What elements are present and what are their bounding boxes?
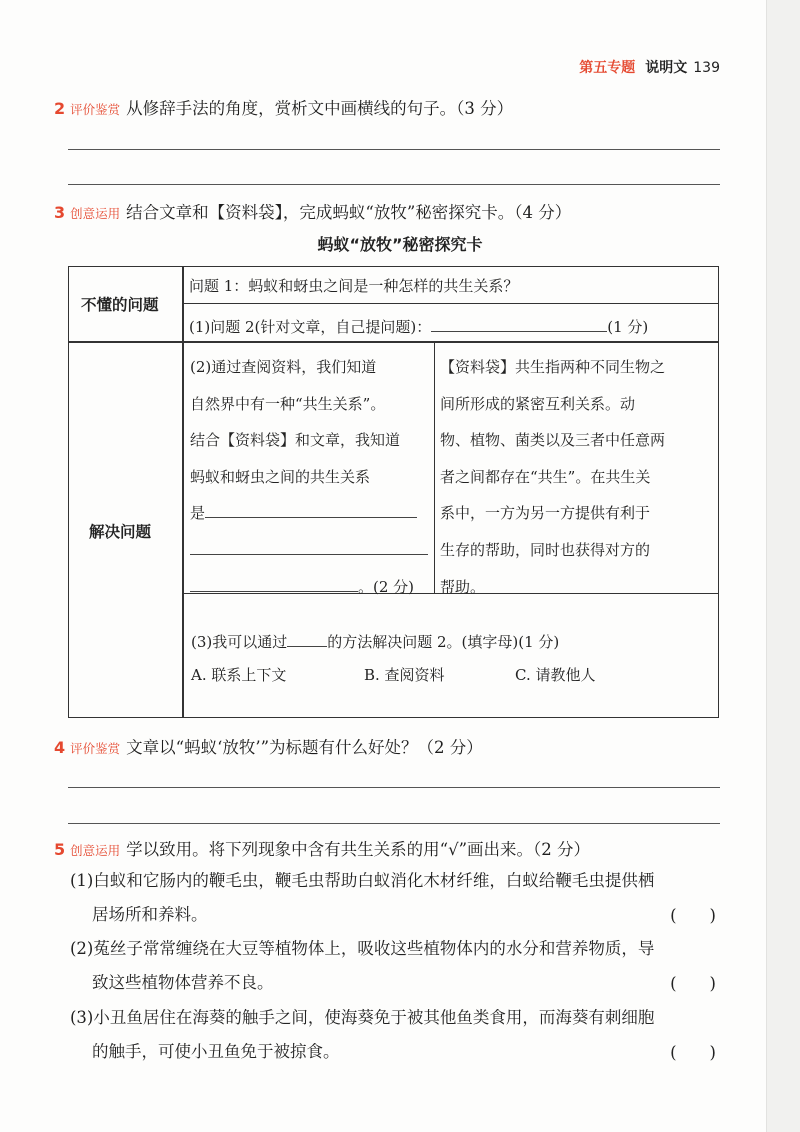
page-edge: [766, 0, 800, 1132]
phenomenon-item: [70, 932, 654, 1000]
answer-line[interactable]: [68, 184, 720, 185]
item-line: (1)白蚁和它肠内的鞭毛虫，鞭毛虫帮助白蚁消化木材纤维，白蚁给鞭毛虫提供栖: [70, 871, 655, 890]
check-parentheses[interactable]: ( ): [670, 906, 716, 925]
question-number: 3: [54, 203, 66, 222]
page-number: 139: [693, 60, 720, 76]
question-2-prefix: (1)问题 2(针对文章，自己提问题)：: [189, 318, 432, 336]
question-number: 4: [54, 738, 66, 757]
question-text: 学以致用。将下列现象中含有共生关系的用“√”画出来。（2 分）: [126, 840, 591, 859]
check-parentheses[interactable]: ( ): [670, 1043, 716, 1062]
question-5: [54, 836, 590, 860]
info-line: 物、植物、菌类以及三者中任意两: [440, 431, 666, 450]
divider: [182, 267, 184, 717]
solve-line-with-blank: [190, 495, 428, 532]
solve-line: 结合【资料袋】和文章，我知道: [190, 431, 401, 450]
relationship-blank[interactable]: [205, 500, 417, 518]
info-line: 者之间都存在“共生”。在共生关: [440, 467, 651, 486]
phenomenon-item: [70, 1001, 654, 1069]
item-line: (2)菟丝子常常缠绕在大豆等植物体上，吸收这些植物体内的水分和营养物质，导: [70, 939, 655, 958]
method-suffix: 的方法解决问题 2。(填字母)(1 分): [327, 633, 560, 651]
info-line: 生存的帮助，同时也获得对方的: [440, 540, 651, 559]
info-bag: [440, 349, 665, 605]
option-c[interactable]: C. 请教他人: [515, 666, 596, 684]
question-2-points: (1 分): [607, 318, 649, 336]
relationship-blank[interactable]: [190, 537, 428, 555]
solve-line: 蚂蚁和蚜虫之间的共生关系: [190, 467, 371, 486]
item-line: (3)小丑鱼居住在海葵的触手之间，使海葵免于被其他鱼类食用，而海葵有刺细胞: [70, 1008, 655, 1027]
method-question: [191, 629, 559, 652]
answer-line[interactable]: [68, 823, 720, 824]
question-2-prompt: [189, 314, 648, 337]
question-1-text: 问题 1：蚂蚁和蚜虫之间是一种怎样的共生关系？: [189, 277, 519, 295]
question-4: [54, 734, 483, 758]
genre-label: 说明文: [645, 60, 688, 76]
solve-line: (2)通过查阅资料，我们知道: [190, 358, 377, 376]
question-tag: 创意运用: [70, 843, 121, 858]
question-2: [54, 95, 513, 119]
question-3: [54, 199, 571, 223]
question-text: 文章以“蚂蚁‘放牧’”为标题有什么好处？（2 分）: [126, 738, 483, 757]
solve-line: 自然界中有一种“共生关系”。: [190, 394, 386, 413]
question-tag: 评价鉴赏: [70, 102, 121, 117]
option-b[interactable]: B. 查阅资料: [364, 666, 445, 684]
question-tag: 创意运用: [70, 206, 121, 221]
solve-end: 。(2 分): [358, 577, 415, 596]
answer-line[interactable]: [68, 149, 720, 150]
question-number: 5: [54, 840, 66, 859]
divider: [434, 341, 435, 593]
question-text: 结合文章和【资料袋】，完成蚂蚁“放牧”秘密探究卡。（4 分）: [126, 203, 572, 222]
topic-label: 第五专题: [579, 60, 636, 76]
research-card: [68, 266, 719, 718]
option-a[interactable]: A. 联系上下文: [191, 666, 287, 684]
question-text: 从修辞手法的角度，赏析文中画横线的句子。（3 分）: [126, 99, 514, 118]
method-blank[interactable]: [287, 629, 327, 647]
info-line: 系中，一方为另一方提供有利于: [440, 504, 651, 523]
unknown-question-label: 不懂的问题: [81, 296, 159, 314]
method-prefix: (3)我可以通过: [191, 633, 288, 651]
relationship-blank[interactable]: [190, 574, 358, 592]
divider: [182, 303, 718, 304]
solve-problem-label: 解决问题: [89, 523, 152, 541]
card-title: 蚂蚁“放牧”秘密探究卡: [317, 235, 483, 254]
divider: [69, 341, 718, 343]
question-2-blank[interactable]: [431, 314, 607, 332]
item-line: 的触手，可使小丑鱼免于被掠食。: [92, 1042, 340, 1061]
question-tag: 评价鉴赏: [70, 741, 121, 756]
item-line: 致这些植物体营养不良。: [92, 973, 274, 992]
solve-line: 是: [190, 504, 206, 523]
answer-line[interactable]: [68, 787, 720, 788]
solve-text: [190, 349, 428, 605]
info-line: 间所形成的紧密互利关系。动: [440, 394, 636, 413]
phenomenon-item: [70, 864, 654, 932]
page-header: [579, 57, 720, 77]
info-line: 帮助。: [440, 577, 486, 596]
info-line: 【资料袋】共生指两种不同生物之: [440, 358, 666, 376]
check-parentheses[interactable]: ( ): [670, 974, 716, 993]
question-number: 2: [54, 99, 66, 118]
item-line: 居场所和养料。: [92, 905, 208, 924]
